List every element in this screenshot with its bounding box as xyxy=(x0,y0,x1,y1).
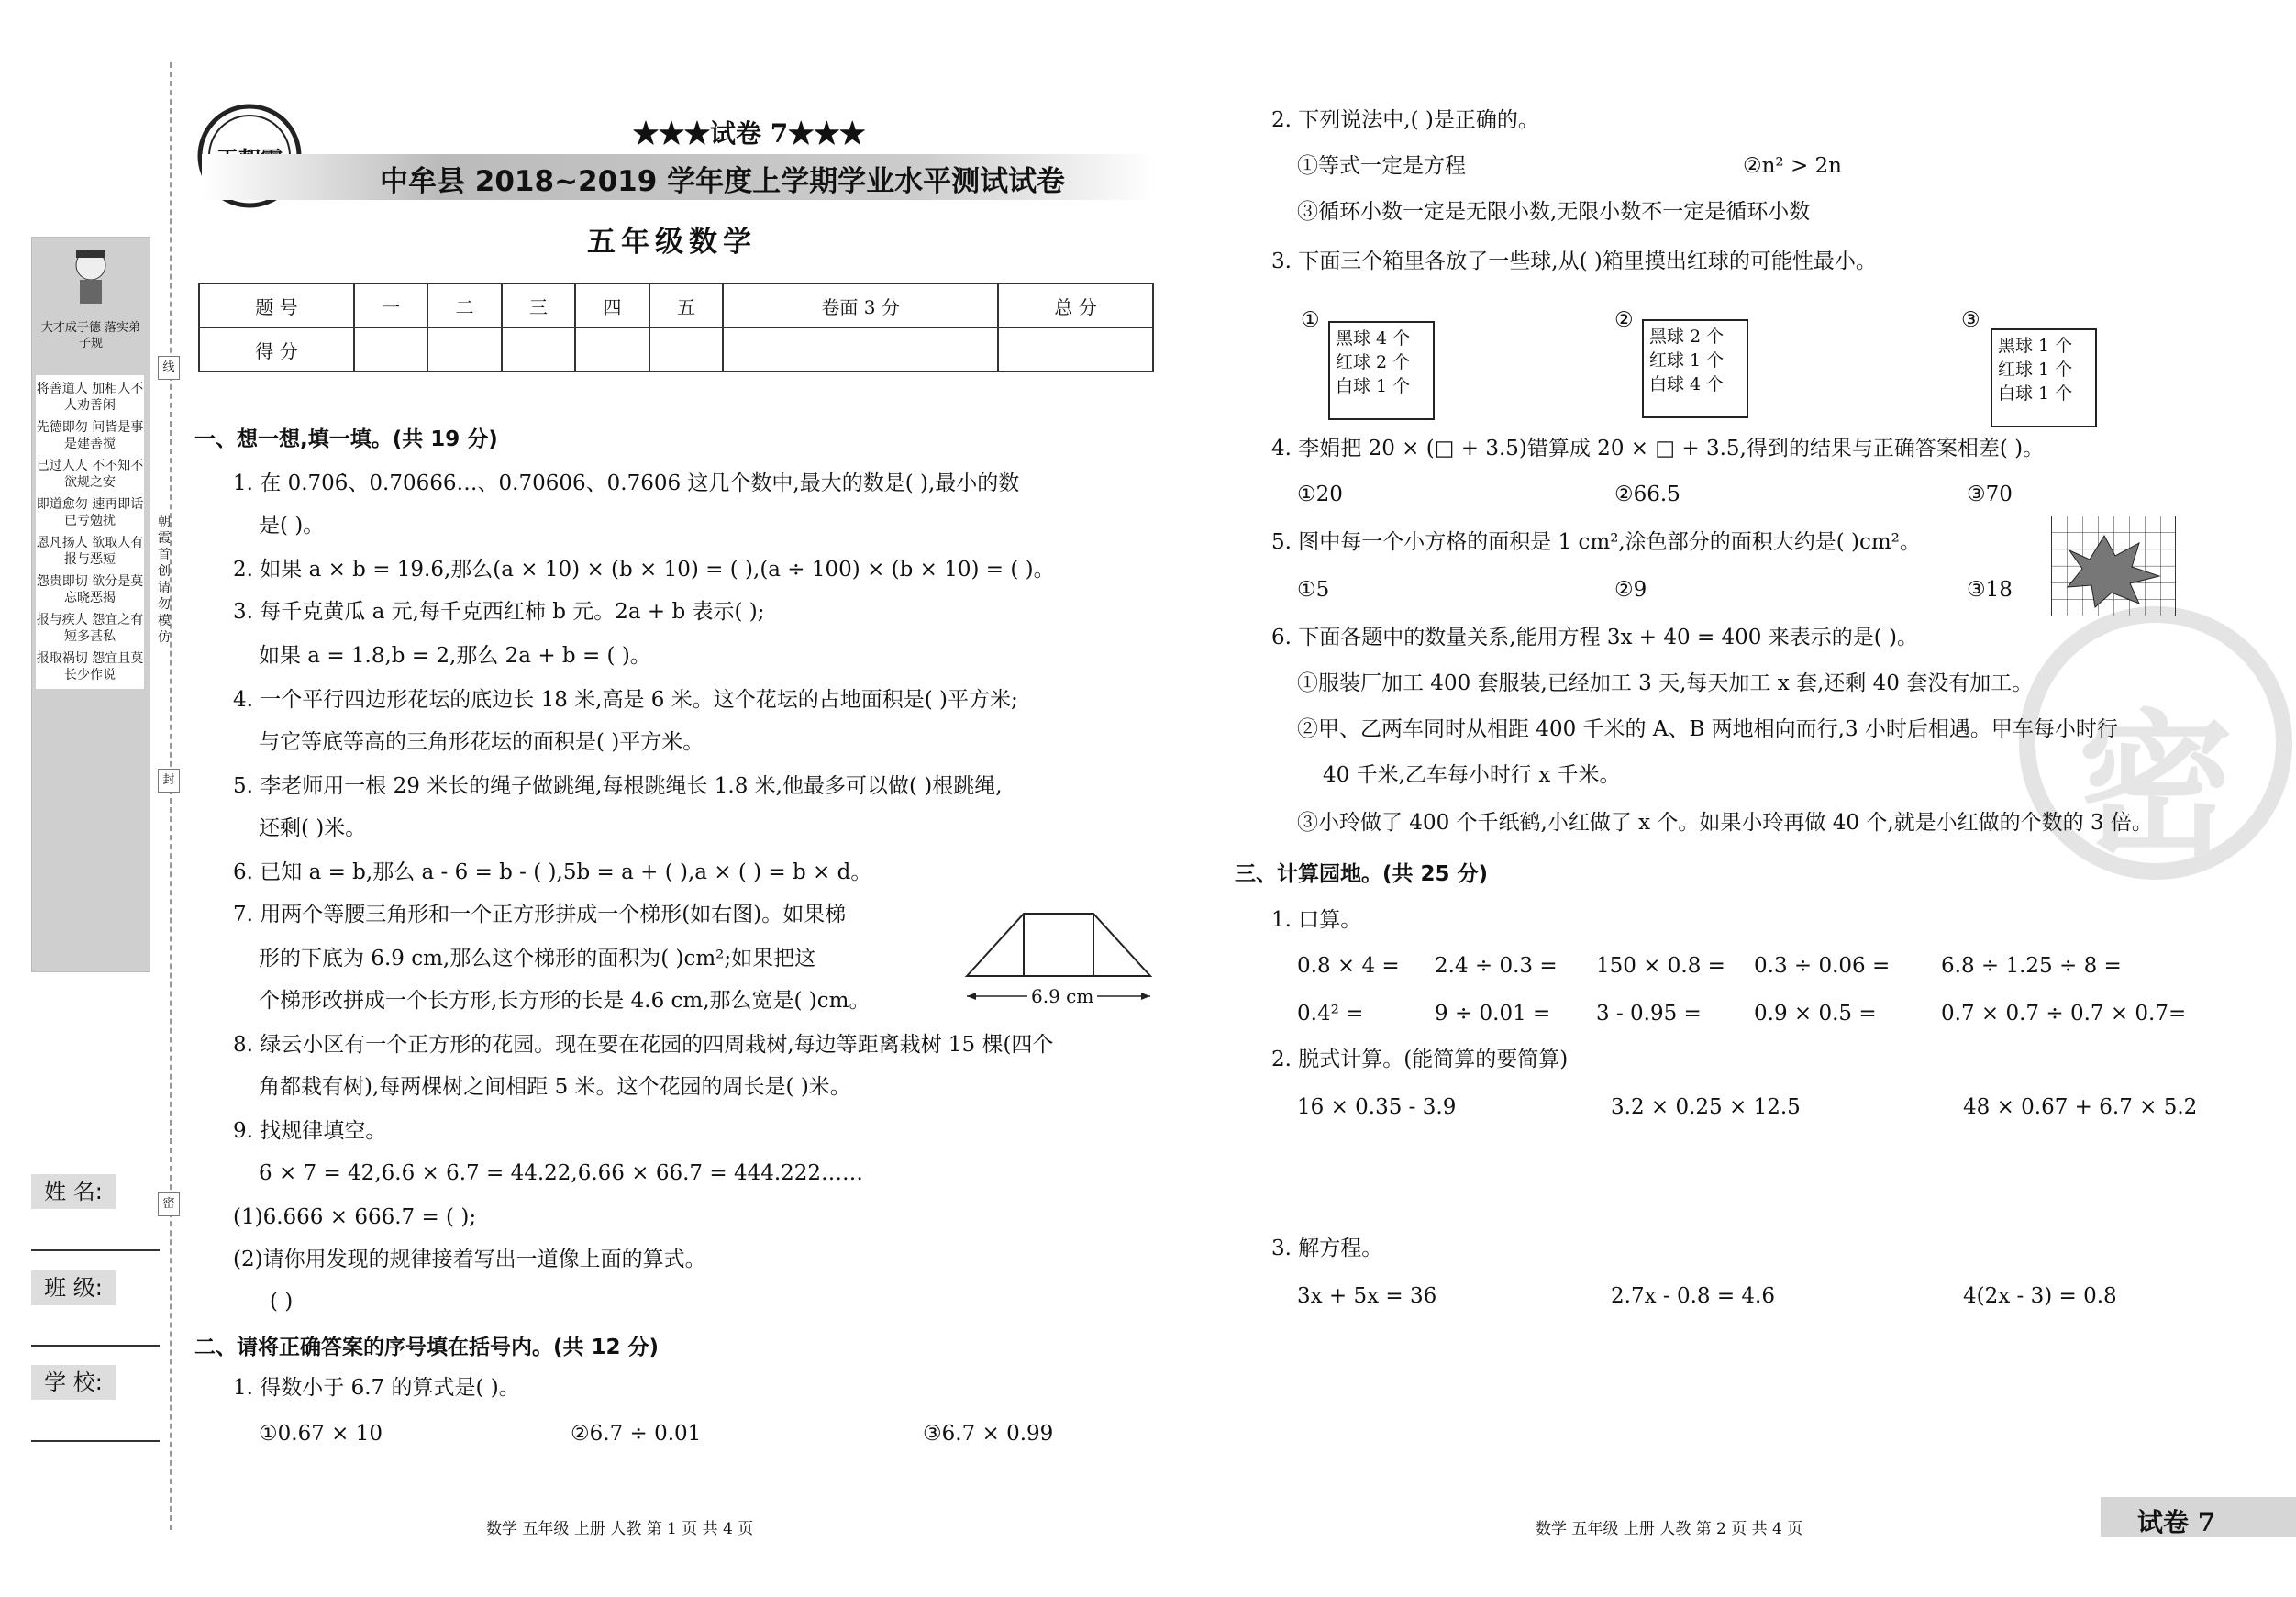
table-cell: 三 xyxy=(502,283,575,327)
binding-dashed-line xyxy=(170,62,172,1530)
box-num: ① xyxy=(1301,308,1320,332)
table-cell: 二 xyxy=(427,283,501,327)
table-cell: 题 号 xyxy=(199,283,354,327)
box-line: 红球 1 个 xyxy=(1998,360,2073,380)
ball-box-1 xyxy=(1328,321,1435,420)
box-line: 红球 2 个 xyxy=(1336,352,1411,372)
box-line: 黑球 1 个 xyxy=(1998,336,2073,356)
oral-item: 0.8 × 4 = xyxy=(1297,954,1400,978)
option-a: ①0.67 × 10 xyxy=(259,1422,383,1446)
calc-item: 3.2 × 0.25 × 12.5 xyxy=(1611,1095,1801,1119)
option-a: ①服装厂加工 400 套服装,已经加工 3 天,每天加工 x 套,还剩 40 套没有加工。 xyxy=(1297,671,2034,695)
question-line: 5. 李老师用一根 29 米长的绳子做跳绳,每根跳绳长 1.8 米,他最多可以做( )根跳绳, xyxy=(233,774,1003,798)
subject-title: 五年级数学 xyxy=(587,226,757,259)
oral-item: 0.4² = xyxy=(1297,1002,1364,1026)
calc-item: 16 × 0.35 - 3.9 xyxy=(1297,1095,1457,1119)
class-label: 班 级: xyxy=(31,1270,116,1305)
question-line: 还剩( )米。 xyxy=(259,816,367,840)
class-line[interactable] xyxy=(31,1345,160,1347)
question-line: 5. 图中每一个小方格的面积是 1 cm²,涂色部分的面积大约是( )cm²。 xyxy=(1271,530,1921,554)
ball-box-3 xyxy=(1991,328,2097,427)
equation-item: 3x + 5x = 36 xyxy=(1297,1284,1437,1308)
cartoon-scholar-icon xyxy=(63,245,118,309)
question-line: 6. 已知 a = b,那么 a - 6 = b - ( ),5b = a + ( ),a × ( ) = b × d。 xyxy=(233,860,872,884)
question-line: (2)请你用发现的规律接着写出一道像上面的算式。 xyxy=(233,1248,706,1271)
section2-heading: 二、请将正确答案的序号填在括号内。(共 12 分) xyxy=(194,1336,660,1359)
table-cell: 卷面 3 分 xyxy=(723,283,998,327)
paper-label: ★★★试卷 7★★★ xyxy=(633,118,866,149)
score-input-cell[interactable] xyxy=(575,327,649,372)
vertical-note: 朝霞首创 请勿模仿 xyxy=(158,515,171,645)
question-line: 角都栽有树),每两棵树之间相距 5 米。这个花园的周长是( )米。 xyxy=(259,1075,851,1099)
oral-item: 0.7 × 0.7 ÷ 0.7 × 0.7= xyxy=(1941,1002,2187,1026)
oral-item: 0.3 ÷ 0.06 = xyxy=(1754,954,1891,978)
option-c: ③循环小数一定是无限小数,无限小数不一定是循环小数 xyxy=(1297,200,1811,224)
score-input-cell[interactable] xyxy=(723,327,998,372)
question-line: 2. 如果 a × b = 19.6,那么(a × 10) × (b × 10) = ( ),(a ÷ 100) × (b × 10) = ( )。 xyxy=(233,558,1055,582)
figure-label: 6.9 cm xyxy=(1027,985,1097,1007)
question-line: 4. 李娟把 20 × (□ + 3.5)错算成 20 × □ + 3.5,得到的结果与正确答案相差( )。 xyxy=(1271,437,2045,460)
school-line[interactable] xyxy=(31,1440,160,1442)
verse-line: 报与疾人 怨宜之有 短多甚私 xyxy=(36,613,144,644)
option-a: ①5 xyxy=(1297,578,1330,602)
section3-heading: 三、计算园地。(共 25 分) xyxy=(1235,862,1489,886)
sidebar-motto-panel xyxy=(31,237,150,972)
box-line: 白球 1 个 xyxy=(1336,376,1411,396)
table-cell: 得 分 xyxy=(199,327,354,372)
binding-mark: 线 xyxy=(158,356,180,380)
verse-line: 已过人人 不不知不 欲规之安 xyxy=(36,459,144,490)
table-cell: 一 xyxy=(354,283,427,327)
box-line: 白球 4 个 xyxy=(1649,374,1725,394)
question-line: (1)6.666 × 666.7 = ( ); xyxy=(233,1205,477,1229)
option-c: ③6.7 × 0.99 xyxy=(923,1422,1054,1446)
box-line: 黑球 4 个 xyxy=(1336,328,1411,349)
option-c: ③70 xyxy=(1967,482,2013,506)
option-b: ②n² > 2n xyxy=(1743,154,1842,178)
score-input-cell[interactable] xyxy=(354,327,427,372)
oral-item: 9 ÷ 0.01 = xyxy=(1435,1002,1551,1026)
verse-line: 将善道人 加相人不 人劝善闲 xyxy=(36,382,144,413)
score-input-cell[interactable] xyxy=(427,327,501,372)
verse-line: 报取祸切 怨宜且莫 长少作说 xyxy=(36,651,144,682)
question-line: 6 × 7 = 42,6.6 × 6.7 = 44.22,6.66 × 66.7 = 444.222…… xyxy=(259,1161,864,1185)
question-line: 7. 用两个等腰三角形和一个正方形拼成一个梯形(如右图)。如果梯 xyxy=(233,903,847,926)
binding-mark: 密 xyxy=(158,1192,180,1216)
oral-item: 6.8 ÷ 1.25 ÷ 8 = xyxy=(1941,954,2122,978)
footer-left: 数学 五年级 上册 人教 第 1 页 共 4 页 xyxy=(486,1520,754,1538)
exam-title: 中牟县 2018~2019 学年度上学期学业水平测试试卷 xyxy=(380,165,1066,198)
score-table xyxy=(198,283,1154,372)
verse-line: 即道愈勿 速再即话 已亏勉扰 xyxy=(36,497,144,528)
sub-heading: 2. 脱式计算。(能简算的要简算) xyxy=(1271,1048,1569,1071)
option-b-cont: 40 千米,乙车每小时行 x 千米。 xyxy=(1323,763,1621,787)
name-line[interactable] xyxy=(31,1249,160,1251)
question-line: 1. 在 0.706̇、0.70666…、0.70606、0.7606 这几个数中,最大的数是( ),最小的数 xyxy=(233,471,1020,495)
question-line: 9. 找规律填空。 xyxy=(233,1119,387,1143)
sub-heading: 3. 解方程。 xyxy=(1271,1237,1383,1260)
verse-block xyxy=(36,375,144,689)
box-num: ② xyxy=(1614,308,1634,332)
question-line: 是( )。 xyxy=(259,514,325,538)
score-table-header-row xyxy=(199,283,1153,327)
grid-figure xyxy=(2051,516,2176,616)
option-c: ③18 xyxy=(1967,578,2013,602)
question-line: 3. 每千克黄瓜 a 元,每千克西红柿 b 元。2a + b 表示( ); xyxy=(233,600,765,624)
answer-blank[interactable]: ( ) xyxy=(270,1290,294,1314)
watermark-seal xyxy=(2018,605,2293,881)
footer-right: 数学 五年级 上册 人教 第 2 页 共 4 页 xyxy=(1536,1520,1803,1538)
section1-heading: 一、想一想,填一填。(共 19 分) xyxy=(194,427,498,451)
equation-item: 4(2x - 3) = 0.8 xyxy=(1963,1284,2117,1308)
school-label: 学 校: xyxy=(31,1365,116,1400)
question-line: 形的下底为 6.9 cm,那么这个梯形的面积为( )cm²;如果把这 xyxy=(259,947,816,970)
table-cell: 四 xyxy=(575,283,649,327)
verse-line: 恩凡扬人 欲取人有 报与恶短 xyxy=(36,536,144,567)
trapezoid-figure xyxy=(959,906,1158,1009)
box-num: ③ xyxy=(1961,308,1980,332)
question-line: 4. 一个平行四边形花坛的底边长 18 米,高是 6 米。这个花坛的占地面积是( )平方米; xyxy=(233,688,1018,712)
question-line: 6. 下面各题中的数量关系,能用方程 3x + 40 = 400 来表示的是( )。 xyxy=(1271,626,1919,649)
question-line: 个梯形改拼成一个长方形,长方形的长是 4.6 cm,那么宽是( )cm。 xyxy=(259,989,871,1013)
question-line: 1. 得数小于 6.7 的算式是( )。 xyxy=(233,1376,520,1400)
option-b: ②9 xyxy=(1614,578,1647,602)
badge-text: 试卷 7 xyxy=(2137,1507,2216,1537)
question-line: 2. 下列说法中,( )是正确的。 xyxy=(1271,108,1539,132)
verse-line: 先德即勿 问皆是事 是建善搅 xyxy=(36,420,144,451)
question-line: 8. 绿云小区有一个正方形的花园。现在要在花园的四周栽树,每边等距离栽树 15 棵(四个 xyxy=(233,1033,1054,1057)
ball-box-2 xyxy=(1642,319,1748,418)
name-label: 姓 名: xyxy=(31,1174,116,1209)
verse-line: 怨贵即切 欲分是莫 忘晓恶揭 xyxy=(36,574,144,605)
option-b: ②甲、乙两车同时从相距 400 千米的 A、B 两地相向而行,3 小时后相遇。甲车每小时行 xyxy=(1297,717,2118,741)
box-line: 黑球 2 个 xyxy=(1649,327,1725,347)
option-a: ①等式一定是方程 xyxy=(1297,154,1466,178)
page-badge xyxy=(2101,1497,2296,1537)
oral-item: 0.9 × 0.5 = xyxy=(1754,1002,1877,1026)
option-a: ①20 xyxy=(1297,482,1343,506)
score-input-cell[interactable] xyxy=(998,327,1153,372)
box-line: 白球 1 个 xyxy=(1998,383,2073,404)
option-b: ②6.7 ÷ 0.01 xyxy=(571,1422,702,1446)
calc-item: 48 × 0.67 + 6.7 × 5.2 xyxy=(1963,1095,2198,1119)
option-b: ②66.5 xyxy=(1614,482,1680,506)
score-input-cell[interactable] xyxy=(649,327,723,372)
question-line: 如果 a = 1.8,b = 2,那么 2a + b = ( )。 xyxy=(259,644,651,668)
binding-mark: 封 xyxy=(158,769,180,793)
table-cell: 五 xyxy=(649,283,723,327)
sub-heading: 1. 口算。 xyxy=(1271,908,1362,932)
watermark-text: 密 xyxy=(2077,694,2234,878)
option-c: ③小玲做了 400 个千纸鹤,小红做了 x 个。如果小玲再做 40 个,就是小红做的个数的 3 倍。 xyxy=(1297,811,2153,835)
question-line: 3. 下面三个箱里各放了一些球,从( )箱里摸出红球的可能性最小。 xyxy=(1271,250,1877,273)
score-table-score-row xyxy=(199,327,1153,372)
oral-item: 3 - 0.95 = xyxy=(1596,1002,1702,1026)
oral-item: 150 × 0.8 = xyxy=(1596,954,1725,978)
score-input-cell[interactable] xyxy=(502,327,575,372)
equation-item: 2.7x - 0.8 = 4.6 xyxy=(1611,1284,1775,1308)
oral-item: 2.4 ÷ 0.3 = xyxy=(1435,954,1558,978)
table-cell: 总 分 xyxy=(998,283,1153,327)
question-line: 与它等底等高的三角形花坛的面积是( )平方米。 xyxy=(259,730,704,754)
sidebar-motto: 大才成于德 落实弟子规 xyxy=(40,321,141,350)
box-line: 红球 1 个 xyxy=(1649,350,1725,371)
